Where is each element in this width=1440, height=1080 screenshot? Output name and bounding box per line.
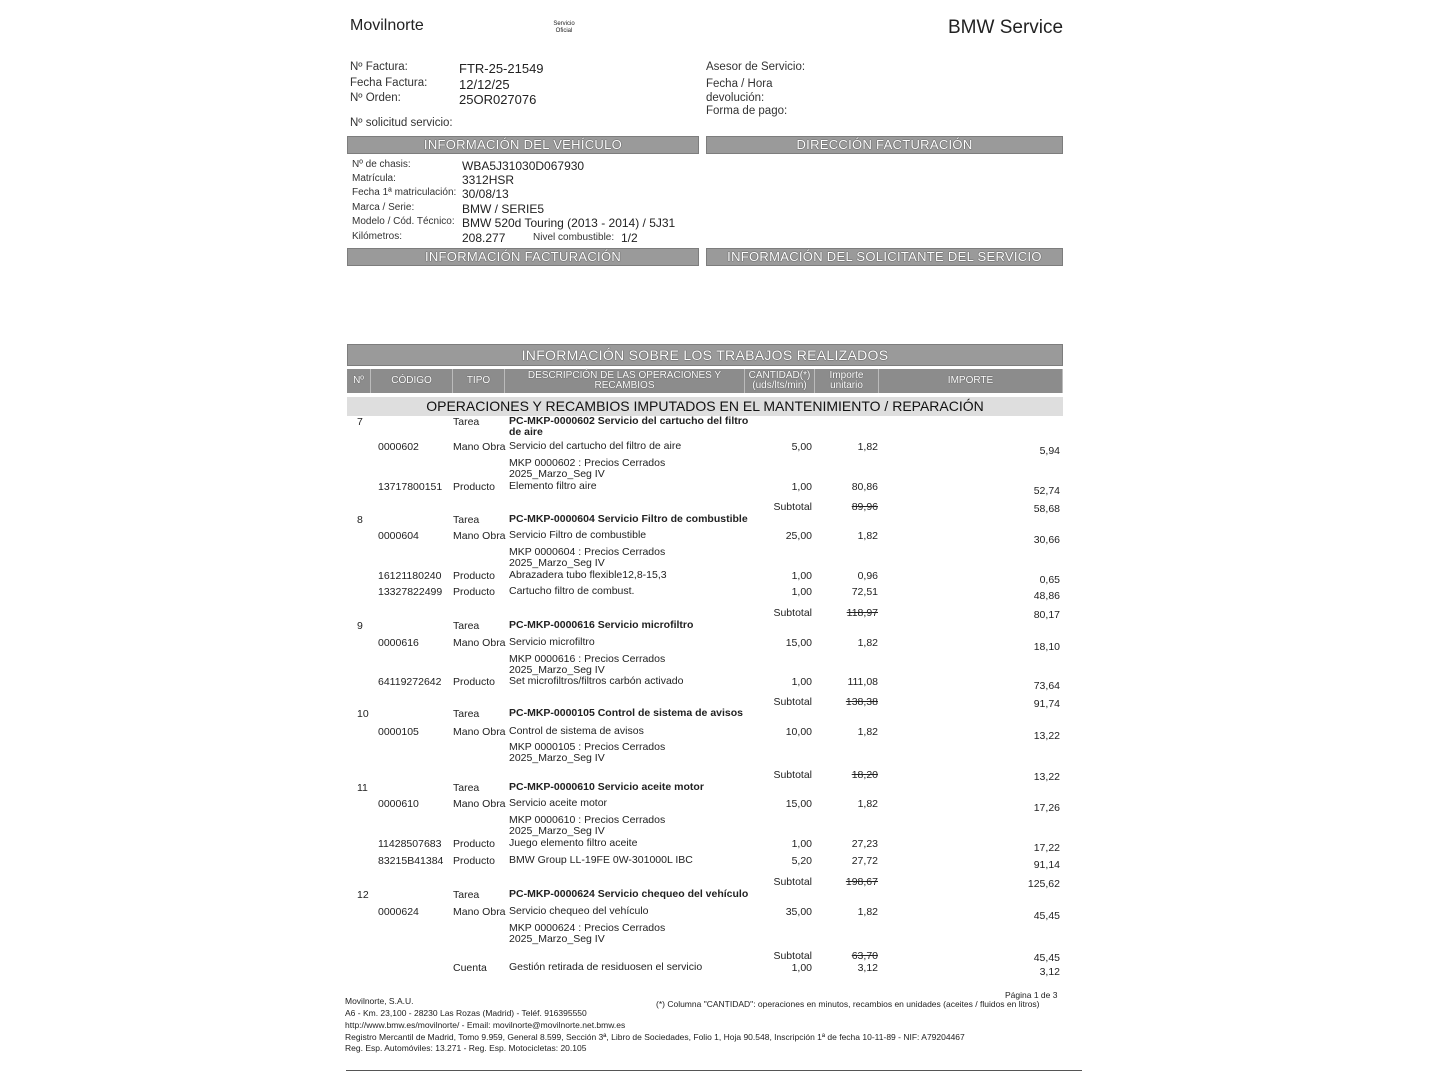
row-unit-price: 63,70 xyxy=(851,950,878,962)
row-description: Servicio chequeo del vehículo xyxy=(509,905,649,917)
table-row xyxy=(0,855,1440,871)
row-amount: 13,22 xyxy=(1033,771,1060,783)
operations-section-title: OPERACIONES Y RECAMBIOS IMPUTADOS EN EL MANTENIMIENTO / REPARACIÓN xyxy=(347,397,1063,416)
note-row xyxy=(0,653,1440,676)
row-description: Servicio del cartucho del filtro de aire xyxy=(509,440,682,452)
row-code: 13327822499 xyxy=(378,586,443,598)
row-type: Mano Obra xyxy=(453,726,506,738)
row-amount: 125,62 xyxy=(1027,878,1060,890)
row-unit-price: 118,97 xyxy=(846,607,878,619)
row-code: 83215B41384 xyxy=(378,855,444,867)
chassis-label: Nº de chasis: xyxy=(352,159,411,170)
row-code: 0000602 xyxy=(378,441,419,453)
note-row xyxy=(0,922,1440,945)
row-description: Juego elemento filtro aceite xyxy=(509,837,638,849)
row-type: Producto xyxy=(453,570,496,582)
footer-divider xyxy=(346,1070,1082,1071)
row-code: 64119272642 xyxy=(378,676,442,688)
invoice-number-label: Nº Factura: xyxy=(350,61,408,73)
row-quantity: Subtotal xyxy=(773,607,812,619)
row-amount: 17,22 xyxy=(1033,842,1060,854)
row-description: Elemento filtro aire xyxy=(509,480,597,492)
task-row xyxy=(0,620,1440,636)
table-row xyxy=(0,676,1440,692)
order-number-label: Nº Orden: xyxy=(350,92,401,104)
first-registration-value: 30/08/13 xyxy=(462,187,509,201)
row-code: 0000616 xyxy=(378,637,419,649)
row-unit-price: 1,82 xyxy=(857,441,878,453)
row-code: 13717800151 xyxy=(378,481,443,493)
row-quantity: 25,00 xyxy=(785,530,812,542)
row-unit-price: 111,08 xyxy=(847,676,878,688)
row-amount: 13,22 xyxy=(1033,730,1060,742)
row-code: 0000604 xyxy=(378,530,419,542)
footer-special-registry: Reg. Esp. Automóviles: 13.271 - Reg. Esp. Motocicletas: 20.105 xyxy=(345,1043,587,1053)
service-advisor-label: Asesor de Servicio: xyxy=(706,61,806,73)
row-description: Control de sistema de avisos xyxy=(509,725,644,737)
row-description: MKP 0000105 : Precios Cerrados 2025_Marzo_Seg IV xyxy=(509,741,666,764)
task-row xyxy=(0,415,1440,438)
row-code: 16121180240 xyxy=(378,570,442,582)
return-label: devolución: xyxy=(706,92,765,104)
col-header-type: TIPO xyxy=(453,369,505,393)
row-unit-price: 80,86 xyxy=(851,481,878,493)
invoice-date: 12/12/25 xyxy=(459,77,510,92)
row-type: Mano Obra xyxy=(453,637,506,649)
col-header-unit-price: Importe unitario xyxy=(815,369,879,393)
row-description: PC-MKP-0000105 Control de sistema de avisos xyxy=(509,707,744,719)
row-type: Tarea xyxy=(453,620,480,632)
service-request-label: Nº solicitud servicio: xyxy=(350,117,453,126)
row-description: BMW Group LL-19FE 0W-301000L IBC xyxy=(509,854,693,866)
table-row xyxy=(0,481,1440,497)
row-quantity: 15,00 xyxy=(785,798,812,810)
row-quantity: 35,00 xyxy=(785,906,812,918)
return-date-label: Fecha / Hora xyxy=(706,78,773,90)
col-header-description: DESCRIPCIÓN DE LAS OPERACIONES Y RECAMBIOS xyxy=(505,369,745,393)
row-type: Producto xyxy=(453,855,496,867)
plate-label: Matrícula: xyxy=(352,173,396,184)
row-number: 11 xyxy=(357,782,368,794)
row-unit-price: 138,38 xyxy=(845,696,878,708)
row-number: 7 xyxy=(357,416,363,428)
invoice-date-label: Fecha Factura: xyxy=(350,77,428,89)
row-description: Gestión retirada de residuosen el servicio xyxy=(509,961,703,973)
row-type: Producto xyxy=(453,586,496,598)
row-unit-price: 1,82 xyxy=(857,726,878,738)
row-unit-price: 1,82 xyxy=(857,637,878,649)
note-row xyxy=(0,741,1440,764)
kilometers-value: 208.277 xyxy=(462,231,506,245)
footer-company: Movilnorte, S.A.U. xyxy=(345,996,414,1006)
task-row xyxy=(0,708,1440,724)
row-unit-price: 89,96 xyxy=(851,501,878,513)
row-description: PC-MKP-0000602 Servicio del cartucho del filtro de aire xyxy=(509,415,749,438)
row-unit-price: 27,72 xyxy=(851,855,878,867)
row-quantity: 1,00 xyxy=(791,838,812,850)
row-type: Producto xyxy=(453,481,496,493)
row-quantity: 1,00 xyxy=(791,586,812,598)
footer-address: A6 - Km. 23,100 - 28230 Las Rozas (Madrid) - Teléf. 916395550 xyxy=(345,1008,587,1018)
model-code-label: Modelo / Cód. Técnico: xyxy=(352,216,455,227)
make-series-value: BMW / SERIE5 xyxy=(462,202,545,216)
row-type: Tarea xyxy=(453,416,480,428)
row-type: Mano Obra xyxy=(453,530,506,542)
works-info-bar: INFORMACIÓN SOBRE LOS TRABAJOS REALIZADOS xyxy=(347,344,1063,366)
row-amount: 45,45 xyxy=(1033,952,1060,964)
row-unit-price: 18,20 xyxy=(851,769,878,781)
note-row xyxy=(0,457,1440,480)
invoice-number: FTR-25-21549 xyxy=(459,61,544,76)
official-service-badge: Servicio Oficial xyxy=(553,21,575,34)
row-quantity: Subtotal xyxy=(773,876,812,888)
payment-method-label: Forma de pago: xyxy=(706,105,788,117)
row-description: Set microfiltros/filtros carbón activado xyxy=(509,675,684,687)
table-row xyxy=(0,838,1440,854)
row-amount: 5,94 xyxy=(1039,445,1060,457)
requester-info-bar: INFORMACIÓN DEL SOLICITANTE DEL SERVICIO xyxy=(706,248,1063,266)
row-type: Cuenta xyxy=(453,962,487,974)
row-type: Producto xyxy=(453,838,496,850)
row-description: Servicio aceite motor xyxy=(509,797,608,809)
row-description: MKP 0000624 : Precios Cerrados 2025_Marzo_Seg IV xyxy=(509,922,666,945)
row-type: Tarea xyxy=(453,889,480,901)
row-amount: 52,74 xyxy=(1033,485,1060,497)
row-unit-price: 72,51 xyxy=(851,586,878,598)
billing-info-bar: INFORMACIÓN FACTURACIÓN xyxy=(347,248,699,266)
row-number: 8 xyxy=(357,514,363,526)
row-unit-price: 1,82 xyxy=(857,798,878,810)
row-description: Cartucho filtro de combust. xyxy=(509,585,635,597)
row-description: MKP 0000604 : Precios Cerrados 2025_Marzo_Seg IV xyxy=(509,546,666,569)
row-quantity: Subtotal xyxy=(773,769,812,781)
billing-address-bar: DIRECCIÓN FACTURACIÓN xyxy=(706,136,1063,154)
row-amount: 3,12 xyxy=(1039,966,1060,978)
row-description: MKP 0000602 : Precios Cerrados 2025_Marzo_Seg IV xyxy=(509,457,666,480)
col-header-amount: IMPORTE xyxy=(879,369,1063,393)
row-quantity: 1,00 xyxy=(791,481,812,493)
row-description: PC-MKP-0000610 Servicio aceite motor xyxy=(509,781,704,793)
row-type: Tarea xyxy=(453,782,480,794)
row-description: PC-MKP-0000616 Servicio microfiltro xyxy=(509,619,694,631)
row-quantity: Subtotal xyxy=(773,696,812,708)
row-description: PC-MKP-0000624 Servicio chequeo del vehículo xyxy=(509,888,749,900)
vehicle-info-bar: INFORMACIÓN DEL VEHÍCULO xyxy=(347,136,699,154)
row-code: 0000610 xyxy=(378,798,419,810)
row-amount: 0,65 xyxy=(1039,574,1060,586)
table-row xyxy=(0,530,1440,546)
fuel-level-value: 1/2 xyxy=(621,231,638,245)
first-registration-label: Fecha 1ª matriculación: xyxy=(352,187,457,198)
row-code: 11428507683 xyxy=(378,838,442,850)
note-row xyxy=(0,546,1440,569)
row-quantity: Subtotal xyxy=(773,950,812,962)
task-row xyxy=(0,889,1440,905)
row-number: 12 xyxy=(357,889,369,901)
row-amount: 30,66 xyxy=(1033,534,1060,546)
row-unit-price: 0,96 xyxy=(857,570,878,582)
row-unit-price: 1,82 xyxy=(857,530,878,542)
row-description: MKP 0000610 : Precios Cerrados 2025_Marzo_Seg IV xyxy=(509,814,666,837)
row-code: 0000105 xyxy=(378,726,419,738)
row-quantity: 10,00 xyxy=(785,726,812,738)
page-number: Página 1 de 3 xyxy=(1005,990,1058,1000)
brand-title: BMW Service xyxy=(948,17,1064,38)
row-amount: 73,64 xyxy=(1033,680,1060,692)
make-series-label: Marca / Serie: xyxy=(352,202,415,213)
col-header-num: Nº xyxy=(347,369,371,393)
table-row xyxy=(0,441,1440,457)
table-row xyxy=(0,726,1440,742)
plate-value: 3312HSR xyxy=(462,173,515,187)
row-quantity: 5,00 xyxy=(791,441,812,453)
row-description: Abrazadera tubo flexible12,8-15,3 xyxy=(509,569,667,581)
footer-registry: Registro Mercantil de Madrid, Tomo 9.959, General 8.599, Sección 3ª, Libro de Sociedades, Folio 1, Hoja 90.548, Inscripción 1ª de fecha 10-11-89 - NIF: A79204467 xyxy=(345,1032,965,1042)
row-quantity: Subtotal xyxy=(773,501,812,513)
row-unit-price: 1,82 xyxy=(857,906,878,918)
row-quantity: 1,00 xyxy=(791,570,812,582)
row-amount: 17,26 xyxy=(1033,802,1060,814)
row-type: Producto xyxy=(453,676,496,688)
row-description: MKP 0000616 : Precios Cerrados 2025_Marzo_Seg IV xyxy=(509,653,666,676)
footer-web: http://www.bmw.es/movilnorte/ - Email: movilnorte@movilnorte.net.bmw.es xyxy=(345,1020,626,1030)
note-row xyxy=(0,814,1440,837)
chassis-value: WBA5J31030D067930 xyxy=(462,159,585,173)
row-unit-price: 198,67 xyxy=(845,876,878,888)
row-description: PC-MKP-0000604 Servicio Filtro de combustible xyxy=(509,513,748,525)
row-type: Mano Obra xyxy=(453,798,506,810)
table-row xyxy=(0,962,1440,978)
table-row xyxy=(0,906,1440,922)
row-amount: 91,74 xyxy=(1033,698,1060,710)
row-amount: 80,17 xyxy=(1033,609,1060,621)
table-row xyxy=(0,586,1440,602)
row-number: 10 xyxy=(357,708,369,720)
row-description: Servicio microfiltro xyxy=(509,636,595,648)
row-amount: 18,10 xyxy=(1033,641,1060,653)
row-quantity: 15,00 xyxy=(785,637,812,649)
quantity-note: (*) Columna "CANTIDAD": operaciones en minutos, recambios en unidades (aceites / fluidos en litros) xyxy=(656,999,1040,1009)
row-amount: 91,14 xyxy=(1033,859,1060,871)
model-code-value: BMW 520d Touring (2013 - 2014) / 5J31 xyxy=(462,216,676,230)
task-row xyxy=(0,514,1440,530)
row-type: Mano Obra xyxy=(453,441,506,453)
row-type: Mano Obra xyxy=(453,906,506,918)
table-row xyxy=(0,798,1440,814)
order-number: 25OR027076 xyxy=(459,92,537,107)
row-description: Servicio Filtro de combustible xyxy=(509,529,647,541)
row-unit-price: 27,23 xyxy=(851,838,878,850)
row-quantity: 5,20 xyxy=(791,855,812,867)
table-row xyxy=(0,637,1440,653)
row-unit-price: 3,12 xyxy=(857,962,878,974)
row-quantity: 1,00 xyxy=(791,962,812,974)
kilometers-label: Kilómetros: xyxy=(352,231,403,242)
row-type: Tarea xyxy=(453,708,480,720)
row-amount: 45,45 xyxy=(1033,910,1060,922)
row-type: Tarea xyxy=(453,514,480,526)
row-code: 0000624 xyxy=(378,906,419,918)
row-quantity: 1,00 xyxy=(791,676,812,688)
task-row xyxy=(0,782,1440,798)
fuel-level-label: Nivel combustible: xyxy=(533,232,615,243)
row-amount: 48,86 xyxy=(1033,590,1060,602)
col-header-code: CÓDIGO xyxy=(371,369,453,393)
col-header-quantity: CANTIDAD(*) (uds/lts/min) xyxy=(745,369,815,393)
row-number: 9 xyxy=(357,620,363,632)
dealer-name: Movilnorte xyxy=(350,17,424,34)
table-row xyxy=(0,570,1440,586)
row-amount: 58,68 xyxy=(1033,503,1060,515)
